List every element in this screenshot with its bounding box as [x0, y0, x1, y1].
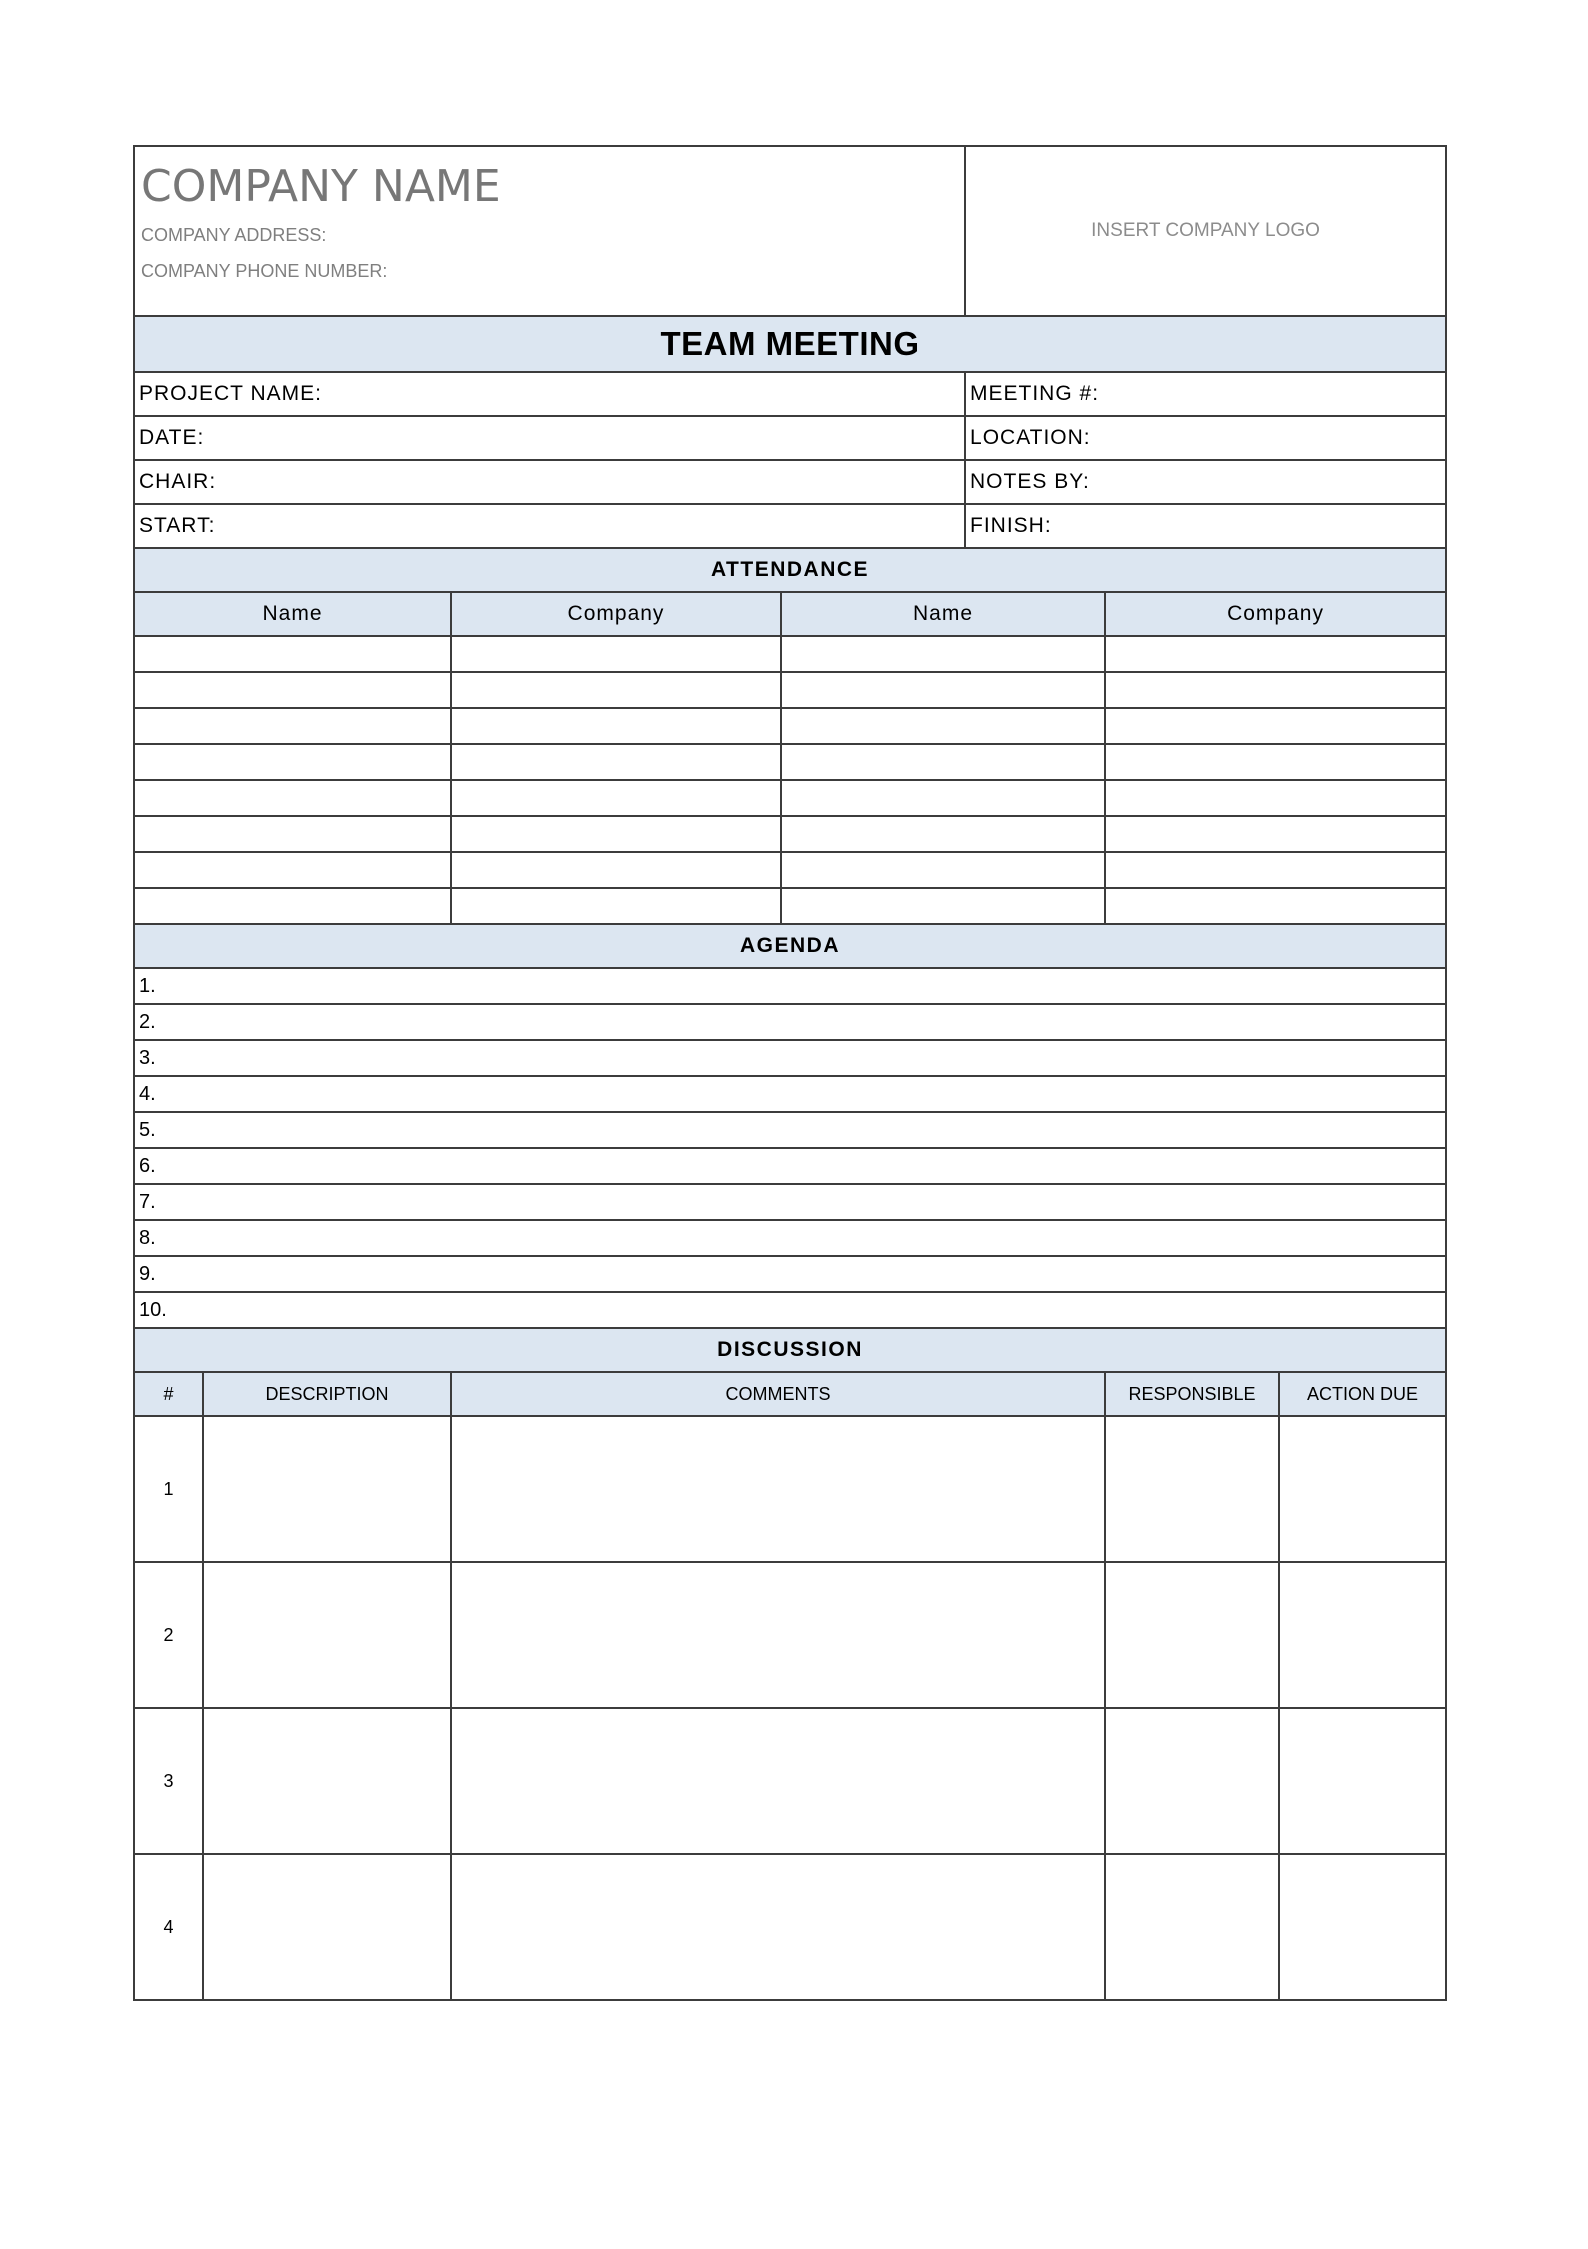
discussion-row [134, 1562, 1446, 1708]
discussion-action-due-input[interactable] [1279, 1854, 1446, 2000]
agenda-item-5[interactable]: 5. [134, 1112, 1446, 1148]
meeting-minutes-sheet [133, 145, 1445, 2001]
agenda-item-7[interactable]: 7. [134, 1184, 1446, 1220]
discussion-col-description: DESCRIPTION [203, 1372, 451, 1416]
discussion-number: 4 [134, 1854, 203, 2000]
attendee-name-input[interactable] [781, 816, 1105, 852]
start-field[interactable]: START: [134, 504, 965, 548]
agenda-item [134, 1256, 1446, 1292]
attendance-rows [134, 636, 1446, 924]
attendee-name-input[interactable] [781, 780, 1105, 816]
discussion-number: 1 [134, 1416, 203, 1562]
discussion-comments-input[interactable] [451, 1708, 1105, 1854]
meeting-form [133, 145, 1447, 2001]
agenda-rows [134, 968, 1446, 1328]
attendee-company-input[interactable] [451, 816, 781, 852]
discussion-row [134, 1854, 1446, 2000]
attendance-heading: ATTENDANCE [134, 548, 1446, 592]
discussion-responsible-input[interactable] [1105, 1854, 1279, 2000]
attendee-company-input[interactable] [1105, 636, 1446, 672]
agenda-item [134, 968, 1446, 1004]
attendance-row [134, 816, 1446, 852]
discussion-description-input[interactable] [203, 1562, 451, 1708]
agenda-item-10[interactable]: 10. [134, 1292, 1446, 1328]
project-name-field[interactable]: PROJECT NAME: [134, 372, 965, 416]
attendee-company-input[interactable] [451, 672, 781, 708]
agenda-item [134, 1040, 1446, 1076]
discussion-heading: DISCUSSION [134, 1328, 1446, 1372]
attendance-row [134, 708, 1446, 744]
attendee-company-input[interactable] [1105, 852, 1446, 888]
attendee-name-input[interactable] [134, 636, 451, 672]
attendee-name-input[interactable] [781, 708, 1105, 744]
attendee-company-input[interactable] [451, 888, 781, 924]
discussion-col-action-due: ACTION DUE [1279, 1372, 1446, 1416]
agenda-item-9[interactable]: 9. [134, 1256, 1446, 1292]
discussion-responsible-input[interactable] [1105, 1416, 1279, 1562]
discussion-responsible-input[interactable] [1105, 1708, 1279, 1854]
attendance-col-company-1: Company [451, 592, 781, 636]
attendance-row [134, 636, 1446, 672]
attendee-name-input[interactable] [134, 672, 451, 708]
agenda-item-2[interactable]: 2. [134, 1004, 1446, 1040]
attendee-company-input[interactable] [451, 708, 781, 744]
attendee-name-input[interactable] [781, 888, 1105, 924]
attendance-col-name-1: Name [134, 592, 451, 636]
company-logo-placeholder[interactable]: INSERT COMPANY LOGO [965, 146, 1446, 316]
attendee-company-input[interactable] [451, 780, 781, 816]
discussion-action-due-input[interactable] [1279, 1708, 1446, 1854]
agenda-item-4[interactable]: 4. [134, 1076, 1446, 1112]
attendee-name-input[interactable] [134, 888, 451, 924]
agenda-item [134, 1076, 1446, 1112]
discussion-responsible-input[interactable] [1105, 1562, 1279, 1708]
agenda-item [134, 1004, 1446, 1040]
attendee-name-input[interactable] [781, 672, 1105, 708]
attendee-name-input[interactable] [134, 780, 451, 816]
attendee-company-input[interactable] [1105, 780, 1446, 816]
discussion-description-input[interactable] [203, 1854, 451, 2000]
agenda-item [134, 1148, 1446, 1184]
company-name[interactable]: COMPANY NAME [141, 161, 501, 212]
agenda-heading: AGENDA [134, 924, 1446, 968]
agenda-item-3[interactable]: 3. [134, 1040, 1446, 1076]
agenda-item-8[interactable]: 8. [134, 1220, 1446, 1256]
attendee-name-input[interactable] [134, 816, 451, 852]
attendance-row [134, 852, 1446, 888]
attendee-name-input[interactable] [781, 744, 1105, 780]
attendee-company-input[interactable] [1105, 888, 1446, 924]
meeting-number-field[interactable]: MEETING #: [965, 372, 1446, 416]
company-address[interactable]: COMPANY ADDRESS: [141, 225, 327, 245]
company-info [134, 146, 965, 316]
discussion-description-input[interactable] [203, 1416, 451, 1562]
attendance-col-company-2: Company [1105, 592, 1446, 636]
location-field[interactable]: LOCATION: [965, 416, 1446, 460]
agenda-item [134, 1112, 1446, 1148]
finish-field[interactable]: FINISH: [965, 504, 1446, 548]
attendee-name-input[interactable] [134, 744, 451, 780]
discussion-col-comments: COMMENTS [451, 1372, 1105, 1416]
attendance-row [134, 888, 1446, 924]
discussion-action-due-input[interactable] [1279, 1416, 1446, 1562]
discussion-col-responsible: RESPONSIBLE [1105, 1372, 1279, 1416]
attendee-company-input[interactable] [451, 636, 781, 672]
attendee-company-input[interactable] [1105, 708, 1446, 744]
attendee-name-input[interactable] [134, 708, 451, 744]
agenda-item [134, 1184, 1446, 1220]
attendee-name-input[interactable] [781, 636, 1105, 672]
discussion-description-input[interactable] [203, 1708, 451, 1854]
discussion-number: 2 [134, 1562, 203, 1708]
attendee-name-input[interactable] [134, 852, 451, 888]
discussion-row [134, 1416, 1446, 1562]
attendee-company-input[interactable] [451, 744, 781, 780]
discussion-number: 3 [134, 1708, 203, 1854]
agenda-item-1[interactable]: 1. [134, 968, 1446, 1004]
discussion-comments-input[interactable] [451, 1416, 1105, 1562]
discussion-rows [134, 1416, 1446, 2000]
page-title: TEAM MEETING [134, 316, 1446, 372]
discussion-comments-input[interactable] [451, 1854, 1105, 2000]
attendance-col-name-2: Name [781, 592, 1105, 636]
attendee-company-input[interactable] [1105, 672, 1446, 708]
attendee-company-input[interactable] [1105, 744, 1446, 780]
attendee-company-input[interactable] [451, 852, 781, 888]
attendance-row [134, 780, 1446, 816]
agenda-item [134, 1220, 1446, 1256]
agenda-item [134, 1292, 1446, 1328]
discussion-comments-input[interactable] [451, 1562, 1105, 1708]
discussion-row [134, 1708, 1446, 1854]
notes-by-field[interactable]: NOTES BY: [965, 460, 1446, 504]
attendee-name-input[interactable] [781, 852, 1105, 888]
agenda-item-6[interactable]: 6. [134, 1148, 1446, 1184]
chair-field[interactable]: CHAIR: [134, 460, 965, 504]
company-phone[interactable]: COMPANY PHONE NUMBER: [141, 261, 388, 281]
date-field[interactable]: DATE: [134, 416, 965, 460]
discussion-col-number: # [134, 1372, 203, 1416]
attendee-company-input[interactable] [1105, 816, 1446, 852]
discussion-action-due-input[interactable] [1279, 1562, 1446, 1708]
attendance-row [134, 744, 1446, 780]
attendance-row [134, 672, 1446, 708]
